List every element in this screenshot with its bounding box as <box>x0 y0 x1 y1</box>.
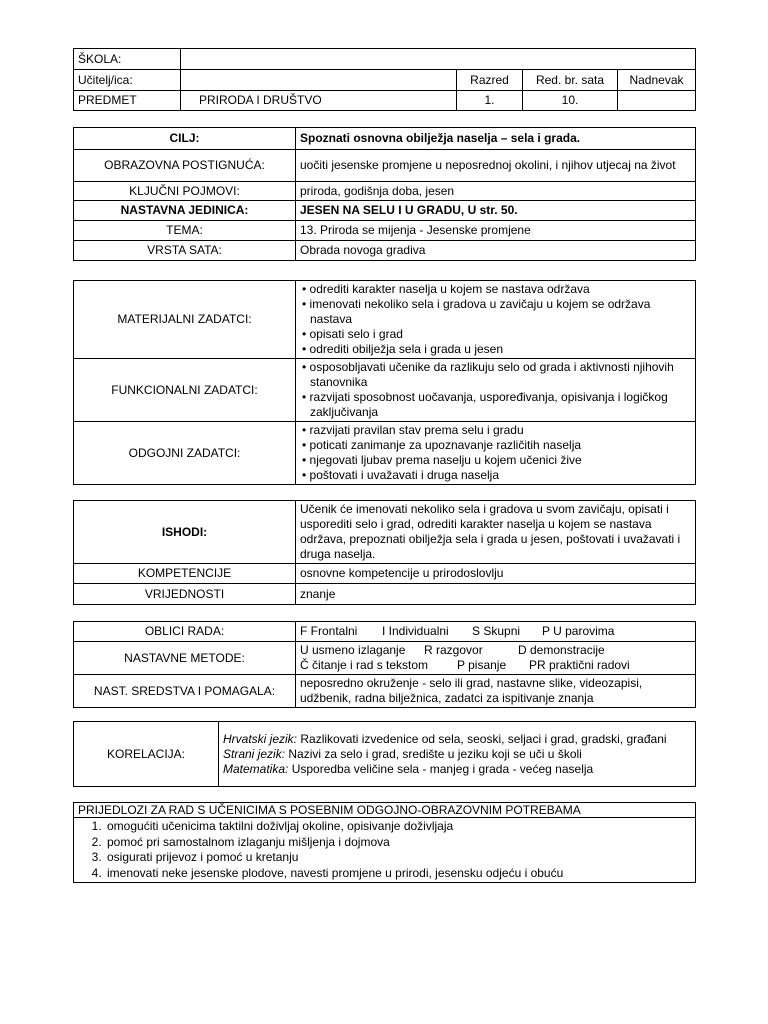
list-item: • njegovati ljubav prema naselju u kojem učenici žive <box>300 453 691 468</box>
hrvatski-subject: Hrvatski jezik: <box>223 731 298 746</box>
metoda-item: Č čitanje i rad s tekstom <box>300 658 429 672</box>
header-table <box>73 48 696 111</box>
ucitelj-field <box>181 70 457 91</box>
list-item: 3. osigurati prijevoz i pomoć u kretanju <box>105 850 691 866</box>
hrvatski-text: Razlikovati izvedenice od sela, seoski, seljaci i grad, gradski, građani <box>297 731 667 746</box>
funkcionalni-label: FUNKCIONALNI ZADATCI: <box>74 359 296 422</box>
list-item: • odrediti karakter naselja u kojem se nastava održava <box>300 282 691 297</box>
sredstva-label: NAST. SREDSTVA I POMAGALA: <box>74 675 296 708</box>
vrsta-label: VRSTA SATA: <box>74 241 296 261</box>
kompetencije-value: osnovne kompetencije u prirodoslovlju <box>296 564 696 584</box>
skola-label: ŠKOLA: <box>74 49 181 70</box>
ishodi-value: Učenik će imenovati nekoliko sela i gradova u svom zavičaju, opisati i usporediti selo i grad, odrediti karakter naselja u kojem se nastava održava, prepoznati obilježja sela i grada u jesen, poštovati i uvažavati i druga naselja. <box>296 501 696 564</box>
kompetencije-label: KOMPETENCIJE <box>74 564 296 584</box>
materijalni-label: MATERIJALNI ZADATCI: <box>74 281 296 359</box>
metoda-item: PR praktični radovi <box>529 658 630 672</box>
pojmovi-label: KLJUČNI POJMOVI: <box>74 182 296 201</box>
ucitelj-label: Učitelj/ica: <box>74 70 181 91</box>
prijedlozi-list-cell <box>74 818 696 883</box>
metoda-item: U usmeno izlaganje <box>300 643 406 657</box>
prijedlozi-table <box>73 802 696 883</box>
list-item: • osposobljavati učenike da razlikuju selo od grada i aktivnosti njihovih stanovnika <box>300 360 691 390</box>
materijalni-list <box>296 281 696 359</box>
metode-label: NASTAVNE METODE: <box>74 642 296 675</box>
pojmovi-value: priroda, godišnja doba, jesen <box>296 182 696 201</box>
funkcionalni-list <box>296 359 696 422</box>
korelacija-value <box>219 722 696 787</box>
metoda-item: R razgovor <box>424 643 483 657</box>
ishodi-table <box>73 500 696 605</box>
korelacija-label: KORELACIJA: <box>74 722 219 787</box>
list-item: • poštovati i uvažavati i druga naselja <box>300 468 691 483</box>
zadatci-table <box>73 280 696 485</box>
list-item: 4. imenovati neke jesenske plodove, navesti promjene u prirodi, jesensku odjeću i obuću <box>105 866 691 882</box>
strani-text: Nazivi za selo i grad, središte u jeziku koji se uči u školi <box>285 746 582 761</box>
list-item: 1. omogućiti učenicima taktilni doživljaj okoline, opisivanje doživljaja <box>105 819 691 835</box>
nadnevak-label: Nadnevak <box>618 70 696 91</box>
oblici-label: OBLICI RADA: <box>74 622 296 642</box>
jedinica-label: NASTAVNA JEDINICA: <box>74 201 296 221</box>
metode-value <box>296 642 696 675</box>
nadnevak-value <box>618 91 696 111</box>
oblici-value <box>296 622 696 642</box>
list-item: 2. pomoć pri samostalnom izlaganju mišljenja i dojmova <box>105 835 691 851</box>
oblik-item: I Individualni <box>382 624 449 638</box>
oblik-item: F Frontalni <box>300 624 358 638</box>
list-item: • imenovati nekoliko sela i gradova u zavičaju u kojem se održava nastava <box>300 297 691 327</box>
korelacija-table <box>73 721 696 787</box>
cilj-label: CILJ: <box>74 128 296 150</box>
cilj-value: Spoznati osnovna obilježja naselja – sela i grada. <box>296 128 696 150</box>
odgojni-list <box>296 422 696 485</box>
skola-field <box>181 49 696 70</box>
vrsta-value: Obrada novoga gradiva <box>296 241 696 261</box>
list-item: • poticati zanimanje za upoznavanje različitih naselja <box>300 438 691 453</box>
tema-label: TEMA: <box>74 221 296 241</box>
oblik-item: P U parovima <box>542 624 615 638</box>
matematika-text: Usporedba veličine sela - manjeg i grada - većeg naselja <box>288 761 594 776</box>
red-br-value: 10. <box>523 91 618 111</box>
vrijednosti-label: VRIJEDNOSTI <box>74 584 296 605</box>
ishodi-label: ISHODI: <box>74 501 296 564</box>
list-item: • odrediti obilježja sela i grada u jesen <box>300 342 691 357</box>
metoda-item: D demonstracije <box>518 643 605 657</box>
list-item: • razvijati pravilan stav prema selu i gradu <box>300 423 691 438</box>
predmet-value: PRIRODA I DRUŠTVO <box>181 91 457 111</box>
vrijednosti-value: znanje <box>296 584 696 605</box>
matematika-subject: Matematika: <box>223 761 289 776</box>
tema-value: 13. Priroda se mijenja - Jesenske promjene <box>296 221 696 241</box>
postignuca-value: uočiti jesenske promjene u neposrednoj okolini, i njihov utjecaj na život <box>296 150 696 182</box>
predmet-label: PREDMET <box>74 91 181 111</box>
metoda-item: P pisanje <box>457 658 507 672</box>
red-br-label: Red. br. sata <box>523 70 618 91</box>
oblik-item: S Skupni <box>472 624 521 638</box>
postignuca-label: OBRAZOVNA POSTIGNUĆA: <box>74 150 296 182</box>
info-table <box>73 127 696 261</box>
strani-subject: Strani jezik: <box>223 746 286 761</box>
sredstva-value: neposredno okruženje - selo ili grad, nastavne slike, videozapisi, udžbenik, radna bilježnica, zadatci za ispitivanje znanja <box>296 675 696 708</box>
razred-label: Razred <box>457 70 523 91</box>
odgojni-label: ODGOJNI ZADATCI: <box>74 422 296 485</box>
prijedlozi-title: PRIJEDLOZI ZA RAD S UČENICIMA S POSEBNIM ODGOJNO-OBRAZOVNIM POTREBAMA <box>74 803 696 818</box>
jedinica-value: JESEN NA SELU I U GRADU, U str. 50. <box>296 201 696 221</box>
list-item: • opisati selo i grad <box>300 327 691 342</box>
metode-table <box>73 621 696 708</box>
list-item: • razvijati sposobnost uočavanja, uspoređivanja, opisivanja i logičkog zaključivanja <box>300 390 691 420</box>
razred-value: 1. <box>457 91 523 111</box>
